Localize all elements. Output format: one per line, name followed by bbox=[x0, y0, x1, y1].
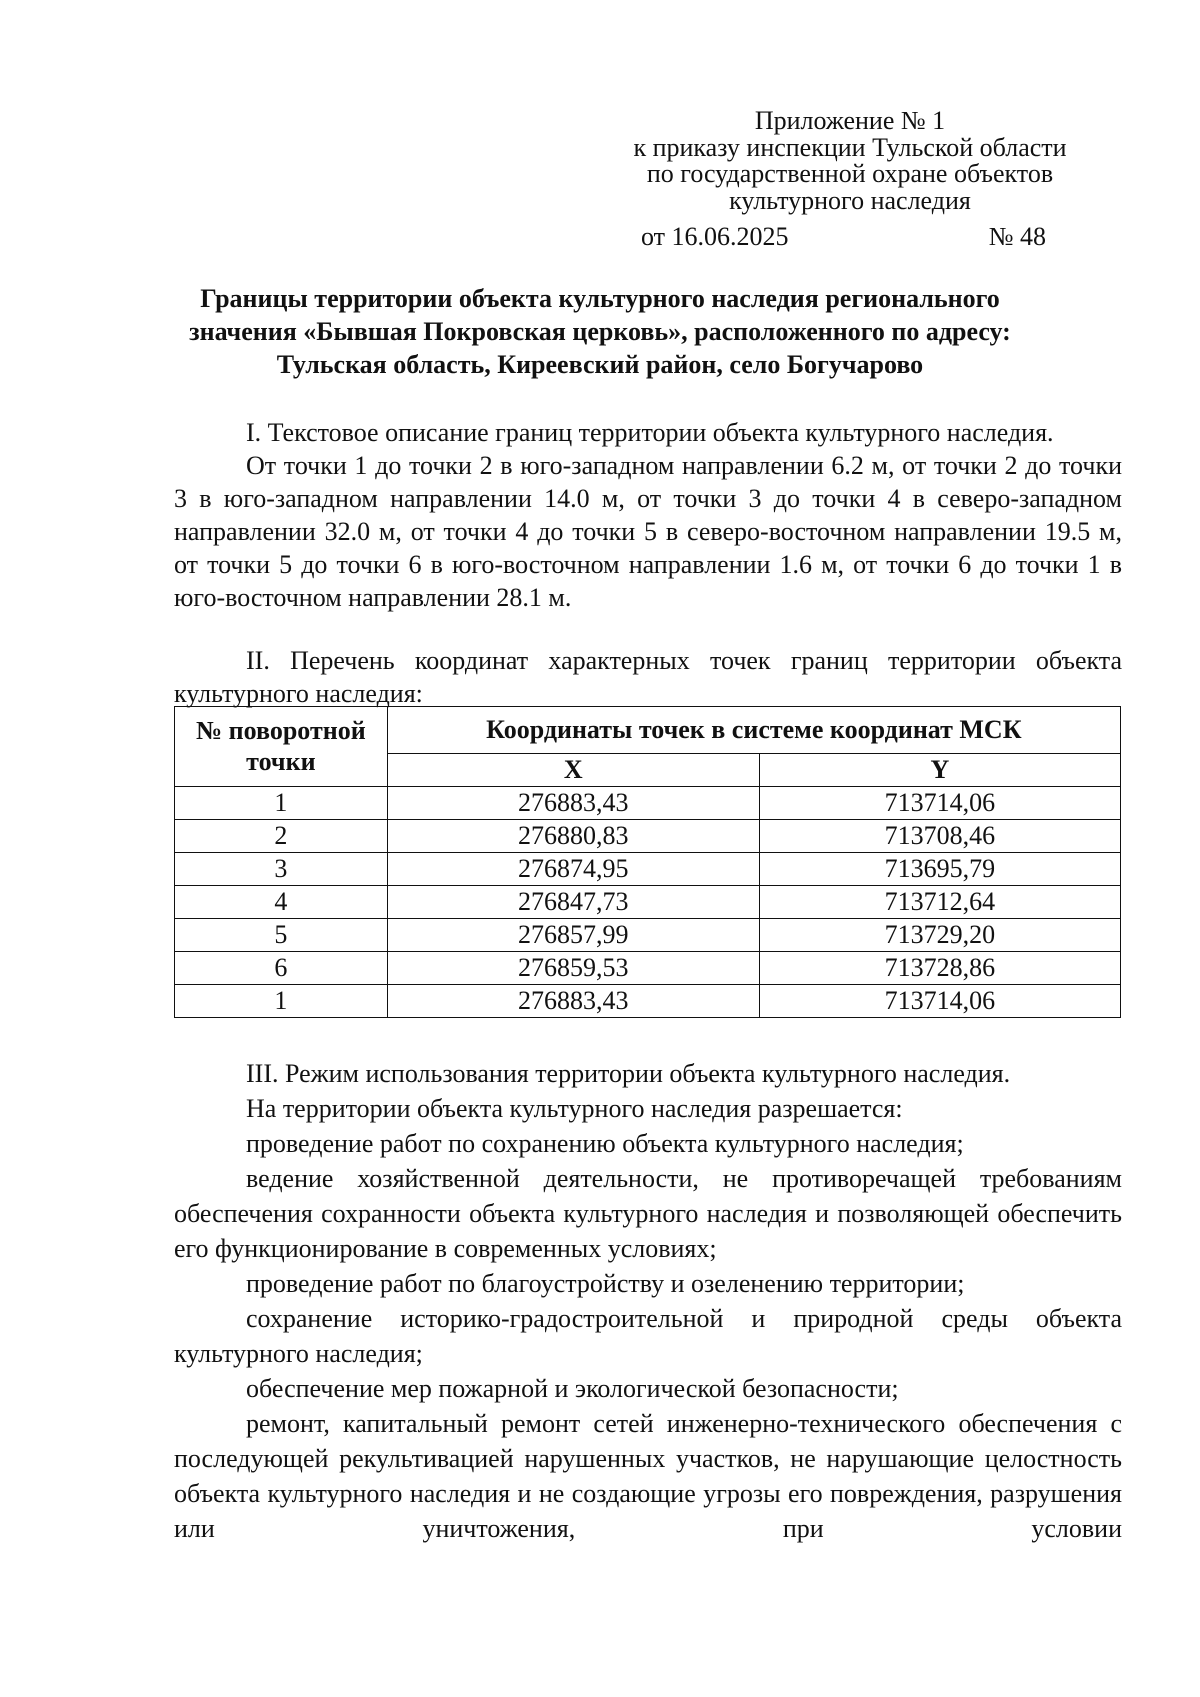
table-row bbox=[175, 819, 1121, 852]
appendix-header bbox=[600, 108, 1100, 214]
cell-y: 713695,79 bbox=[759, 852, 1120, 885]
title-line: значения «Бывшая Покровская церковь», расположенного по адресу: bbox=[189, 316, 1011, 346]
cell-x: 276883,43 bbox=[387, 984, 759, 1017]
cell-point: 1 bbox=[175, 984, 388, 1017]
appendix-line: Приложение № 1 bbox=[754, 106, 946, 135]
table-row bbox=[175, 852, 1121, 885]
usage-paragraph: проведение работ по благоустройству и озеленению территории; bbox=[246, 1269, 965, 1298]
document-title bbox=[150, 283, 1050, 381]
cell-x: 276857,99 bbox=[387, 918, 759, 951]
section-usage-regime bbox=[174, 1056, 1122, 1546]
cell-point: 1 bbox=[175, 786, 388, 819]
title-line: Тульская область, Киреевский район, село Богучарово bbox=[276, 349, 924, 379]
section-heading: II. Перечень координат характерных точек границ территории объекта культурного наследия: bbox=[174, 646, 1122, 708]
coordinates-table-wrap bbox=[174, 706, 1121, 1018]
cell-y: 713714,06 bbox=[759, 786, 1120, 819]
table-row bbox=[175, 786, 1121, 819]
order-date: от 16.06.2025 bbox=[641, 222, 789, 251]
cell-x: 276880,83 bbox=[387, 819, 759, 852]
usage-paragraph: сохранение историко-градостроительной и природной среды объекта культурного наследия; bbox=[174, 1304, 1122, 1368]
cell-y: 713714,06 bbox=[759, 984, 1120, 1017]
usage-paragraph: проведение работ по сохранению объекта культурного наследия; bbox=[246, 1129, 964, 1158]
section-coordinates bbox=[174, 644, 1122, 710]
appendix-line: по государственной охране объектов bbox=[646, 159, 1054, 189]
order-number: № 48 bbox=[988, 222, 1046, 251]
table-row bbox=[175, 984, 1121, 1017]
header-point-number: № поворотной точки bbox=[175, 707, 388, 787]
cell-point: 2 bbox=[175, 819, 388, 852]
table-row bbox=[175, 918, 1121, 951]
usage-paragraph: ведение хозяйственной деятельности, не противоречащей требованиям обеспечения сохранности объекта культурного наследия и позволяющей обеспечить его функционирование в современных условиях; bbox=[174, 1164, 1122, 1263]
cell-x: 276859,53 bbox=[387, 951, 759, 984]
cell-point: 6 bbox=[175, 951, 388, 984]
boundary-description: От точки 1 до точки 2 в юго-западном направлении 6.2 м, от точки 2 до точки 3 в юго-западном направлении 14.0 м, от точки 3 до точки 4 в северо-западном направлении 32.0 м, от точки 4 до точки 5 в северо-восточном направлении 19.5 м, от точки 5 до точки 6 в юго-восточном направлении 1.6 м, от точки 6 до точки 1 в юго-восточном направлении 28.1 м. bbox=[174, 451, 1122, 612]
cell-y: 713728,86 bbox=[759, 951, 1120, 984]
cell-x: 276847,73 bbox=[387, 885, 759, 918]
cell-x: 276874,95 bbox=[387, 852, 759, 885]
coordinates-table bbox=[174, 706, 1121, 1018]
header-x: X bbox=[387, 754, 759, 787]
table-row bbox=[175, 885, 1121, 918]
cell-point: 3 bbox=[175, 852, 388, 885]
cell-y: 713729,20 bbox=[759, 918, 1120, 951]
usage-paragraph: ремонт, капитальный ремонт сетей инженерно-технического обеспечения с последующей рекультивацией нарушенных участков, не нарушающие целостность объекта культурного наследия и не создающие угрозы его повреждения, разрушения или уничтожения, при условии bbox=[174, 1409, 1122, 1543]
table-row bbox=[175, 951, 1121, 984]
usage-paragraph: обеспечение мер пожарной и экологической безопасности; bbox=[246, 1374, 899, 1403]
cell-x: 276883,43 bbox=[387, 786, 759, 819]
appendix-line: культурного наследия bbox=[729, 185, 971, 215]
cell-point: 5 bbox=[175, 918, 388, 951]
section-text-description bbox=[174, 416, 1122, 614]
cell-y: 713708,46 bbox=[759, 819, 1120, 852]
cell-point: 4 bbox=[175, 885, 388, 918]
appendix-line: к приказу инспекции Тульской области bbox=[633, 132, 1067, 162]
header-y: Y bbox=[759, 754, 1120, 787]
section-heading: I. Текстовое описание границ территории объекта культурного наследия. bbox=[246, 418, 1054, 447]
usage-paragraph: На территории объекта культурного наследия разрешается: bbox=[246, 1094, 903, 1123]
title-line: Границы территории объекта культурного наследия регионального bbox=[200, 284, 1000, 313]
order-date-number bbox=[641, 221, 1046, 253]
section-heading: III. Режим использования территории объекта культурного наследия. bbox=[246, 1059, 1011, 1088]
header-coordinates: Координаты точек в системе координат МСК bbox=[387, 707, 1120, 754]
cell-y: 713712,64 bbox=[759, 885, 1120, 918]
